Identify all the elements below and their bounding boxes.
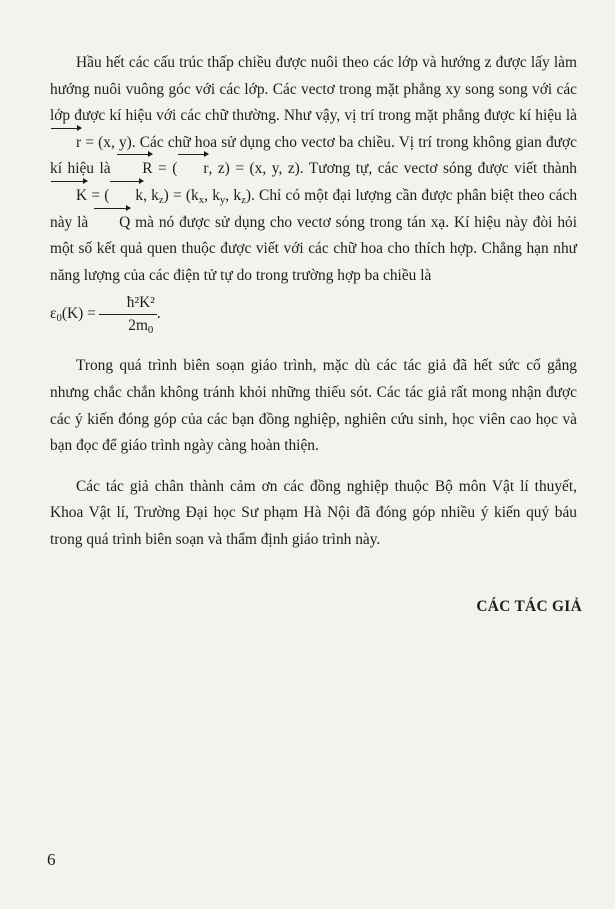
- text-run: , z) = (x, y, z). Tương tự, các vectơ sóng được viết thành: [208, 160, 577, 178]
- vector-K: K: [50, 183, 87, 210]
- vector-r: r: [50, 130, 81, 157]
- text-run: = (x, y). Các chữ hoa sử dụng cho vectơ ba chiều. Vị trí trong không gian được kí hiệu là: [50, 133, 577, 178]
- text-run: ). Chỉ có một đại lượng cần được phân biệt theo cách này là: [50, 186, 578, 231]
- author-signature: CÁC TÁC GIẢ: [476, 598, 582, 615]
- text-run: , k: [143, 186, 159, 204]
- subscript: 0: [56, 312, 62, 325]
- text-run: ) = (k: [163, 186, 199, 204]
- text-run: Hầu hết các cấu trúc thấp chiều được nuôi theo các lớp và hướng z được lấy làm hướng nuôi vuông góc với các lớp. Các vectơ trong mặt phẳng xy song song với các lớp được kí hiệu với các chữ thường. Như vậy, vị trí trong mặt phẳng được kí hiệu là: [50, 54, 577, 125]
- text-run: = (: [152, 160, 178, 178]
- vector-Q: Q: [93, 210, 130, 237]
- equation-symbol: ε: [50, 305, 57, 323]
- equation-argument: (K) =: [61, 305, 96, 323]
- fraction-denominator: [99, 315, 157, 337]
- paragraph-notation: [50, 50, 577, 339]
- text-run: = (: [87, 186, 110, 204]
- vector-r-2: r: [177, 156, 208, 183]
- paragraph-acknowledgement: Các tác giả chân thành cảm ơn các đồng nghiệp thuộc Bộ môn Vật lí thuyết, Khoa Vật lí, Trường Đại học Sư phạm Hà Nội đã đóng góp nhiều ý kiến quý báu trong quá trình biên soạn và thẩm định giáo trình này.: [50, 477, 577, 548]
- subscript: 0: [147, 324, 154, 337]
- text-run: mà nó được sử dụng cho vectơ sóng trong tán xạ. Kí hiệu này đòi hỏi một số kết quả quen thuộc được viết với các chữ hoa cho thích hợp. Chẳng hạn như năng lượng của các điện tử tự do trong trường hợp ba chiều là: [50, 213, 577, 284]
- vector-R: R: [116, 156, 152, 183]
- page-number: 6: [47, 850, 56, 869]
- paragraph-shortcomings: Trong quá trình biên soạn giáo trình, mặc dù các tác giả đã hết sức cố gắng nhưng chắc chắn không tránh khỏi những thiếu sót. Các tác giả rất mong nhận được các ý kiến đóng góp của các bạn đồng nghiệp, nghiên cứu sinh, học viên cao học và bạn đọc để giáo trình ngày càng hoàn thiện.: [50, 357, 577, 455]
- equation-period: .: [156, 305, 161, 323]
- vector-k: k: [109, 183, 143, 210]
- preface-body: [50, 50, 577, 568]
- fraction-numerator: ħ²K²: [99, 292, 157, 315]
- text-run: , k: [225, 186, 242, 204]
- subscript: y: [219, 194, 226, 207]
- energy-equation: [50, 294, 161, 337]
- subscript: x: [198, 194, 205, 207]
- text-run: 2m: [128, 317, 148, 335]
- text-run: , k: [204, 186, 220, 204]
- equation-fraction: [99, 292, 157, 337]
- subscript: z: [241, 194, 246, 207]
- subscript: z: [158, 194, 164, 207]
